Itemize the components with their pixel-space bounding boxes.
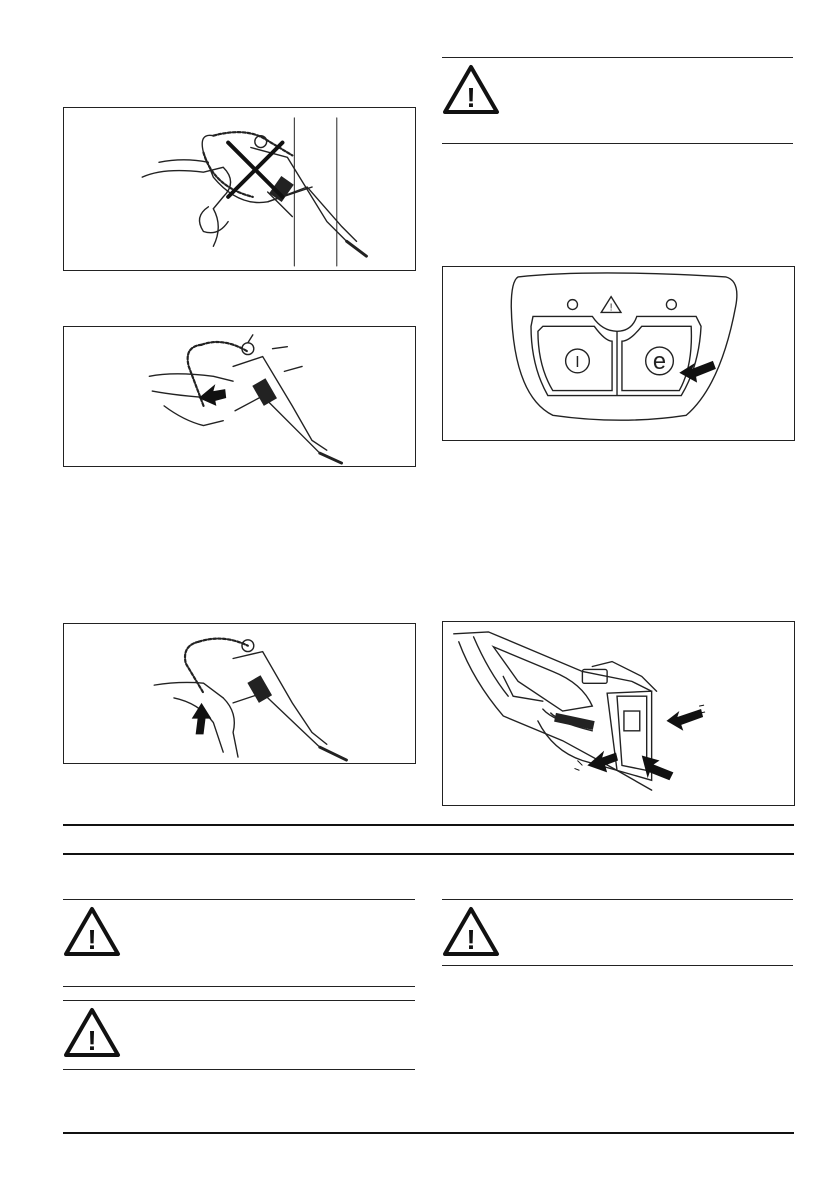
warning-bottom-rule: [442, 143, 793, 144]
warning-top-rule: [442, 57, 793, 58]
figure-hand-guard-press: [63, 326, 416, 467]
svg-text:!: !: [609, 302, 613, 314]
svg-text:!: !: [466, 924, 476, 955]
figure-battery-removal: [442, 621, 795, 806]
svg-text:!: !: [87, 924, 97, 955]
section-rule-top: [63, 824, 794, 826]
section-rule-bottom: [63, 853, 794, 855]
svg-text:I: I: [575, 353, 580, 371]
figure-hand-front-handle: [63, 623, 416, 764]
warning-bottom-rule: [63, 986, 415, 987]
svg-text:e: e: [652, 348, 667, 375]
footer-rule: [63, 1132, 794, 1134]
figure-control-panel: [442, 266, 795, 441]
warning-top-rule: [63, 899, 415, 900]
svg-text:!: !: [466, 82, 476, 113]
warning-top-rule: [63, 1000, 415, 1001]
warning-triangle-icon: [442, 905, 500, 957]
svg-text:!: !: [87, 1025, 97, 1056]
figure-hand-on-bar-incorrect: [63, 107, 416, 271]
warning-bottom-rule: [63, 1069, 415, 1070]
warning-triangle-icon: [442, 63, 500, 115]
warning-triangle-icon: [63, 905, 121, 957]
warning-bottom-rule: [442, 965, 793, 966]
warning-top-rule: [442, 899, 793, 900]
warning-triangle-icon: [63, 1006, 121, 1058]
